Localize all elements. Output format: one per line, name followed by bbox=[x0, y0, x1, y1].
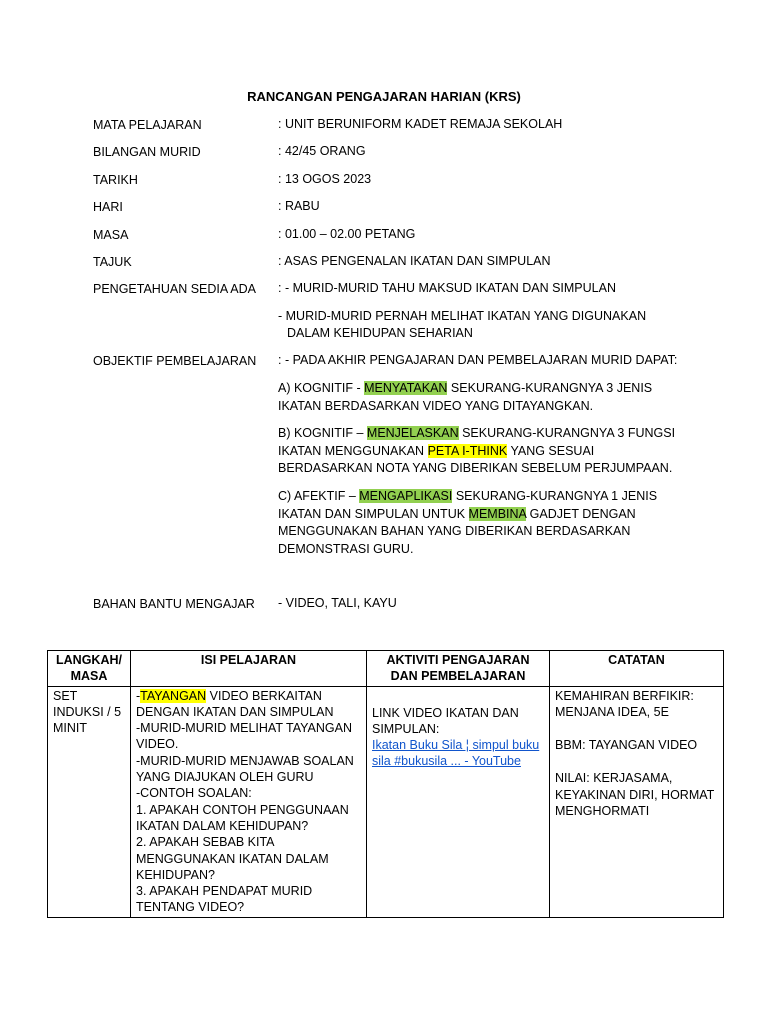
isi-line: 1. APAKAH CONTOH PENGGUNAAN IKATAN DALAM KEHIDUPAN? bbox=[136, 802, 349, 833]
isi-line: -CONTOH SOALAN: bbox=[136, 786, 252, 801]
cell-isi bbox=[131, 686, 367, 917]
label-mata-pelajaran: MATA PELAJARAN bbox=[93, 118, 202, 132]
label-masa: MASA bbox=[93, 228, 129, 242]
objektif-intro: : - PADA AKHIR PENGAJARAN DAN PEMBELAJARAN MURID DAPAT: bbox=[278, 353, 678, 367]
value-mata-pelajaran: : UNIT BERUNIFORM KADET REMAJA SEKOLAH bbox=[278, 117, 563, 131]
value-tajuk: : ASAS PENGENALAN IKATAN DAN SIMPULAN bbox=[278, 254, 551, 268]
youtube-video-link[interactable]: Ikatan Buku Sila ¦ simpul buku sila #bukusila ... - YouTube bbox=[372, 738, 540, 769]
isi-line: 2. APAKAH SEBAB KITA MENGGUNAKAN IKATAN DALAM KEHIDUPAN? bbox=[136, 835, 329, 882]
label-hari: HARI bbox=[93, 200, 123, 214]
highlight-mengaplikasi: MENGAPLIKASI bbox=[359, 489, 453, 503]
value-masa: : 01.00 – 02.00 PETANG bbox=[278, 227, 416, 241]
header-aktiviti: AKTIVITI PENGAJARAN DAN PEMBELAJARAN bbox=[367, 651, 550, 687]
objektif-b: B) KOGNITIF – MENJELASKAN SEKURANG-KURANGNYA 3 FUNGSI IKATAN MENGGUNAKAN PETA I-THINK YANG SESUAI BERDASARKAN NOTA YANG DIBERIKAN SEBELUM PERJUMPAAN. bbox=[278, 426, 676, 475]
catatan-nilai: NILAI: KERJASAMA, KEYAKINAN DIRI, HORMAT MENGHORMATI bbox=[555, 771, 715, 819]
cell-langkah: SET INDUKSI / 5 MINIT bbox=[48, 686, 131, 917]
catatan-bbm: BBM: TAYANGAN VIDEO bbox=[555, 738, 698, 753]
value-pengetahuan-line2: - MURID-MURID PERNAH MELIHAT IKATAN YANG DIGUNAKAN bbox=[278, 309, 647, 323]
header-langkah: LANGKAH/ MASA bbox=[48, 651, 131, 687]
highlight-tayangan: TAYANGAN bbox=[140, 688, 207, 703]
value-hari: : RABU bbox=[278, 199, 320, 213]
isi-line: 3. APAKAH PENDAPAT MURID TENTANG VIDEO? bbox=[136, 884, 313, 915]
document-title: RANCANGAN PENGAJARAN HARIAN (KRS) bbox=[247, 89, 521, 104]
table-row bbox=[48, 686, 724, 917]
label-objektif-pembelajaran: OBJEKTIF PEMBELAJARAN bbox=[93, 354, 257, 368]
cell-catatan bbox=[550, 686, 724, 917]
table-header-row bbox=[48, 651, 724, 687]
aktiviti-text: LINK VIDEO IKATAN DAN SIMPULAN: bbox=[372, 705, 519, 736]
lesson-table bbox=[47, 650, 724, 918]
label-tarikh: TARIKH bbox=[93, 173, 138, 187]
value-tarikh: : 13 OGOS 2023 bbox=[278, 172, 372, 186]
objektif-c: C) AFEKTIF – MENGAPLIKASI SEKURANG-KURANGNYA 1 JENIS IKATAN DAN SIMPULAN UNTUK MEMBINA GADJET DENGAN MENGGUNAKAN BAHAN YANG DIBERIKAN BERDASARKAN DEMONSTRASI GURU. bbox=[278, 489, 658, 556]
isi-first-line: -TAYANGAN VIDEO BERKAITAN DENGAN IKATAN DAN SIMPULAN bbox=[136, 688, 334, 719]
isi-line: -MURID-MURID MELIHAT TAYANGAN VIDEO. bbox=[136, 721, 352, 752]
highlight-menjelaskan: MENJELASKAN bbox=[366, 426, 459, 440]
highlight-menyatakan: MENYATAKAN bbox=[364, 381, 448, 395]
label-pengetahuan-sedia-ada: PENGETAHUAN SEDIA ADA bbox=[93, 282, 257, 296]
catatan-kemahiran: KEMAHIRAN BERFIKIR: MENJANA IDEA, 5E bbox=[555, 688, 694, 719]
label-tajuk: TAJUK bbox=[93, 255, 132, 269]
highlight-membina: MEMBINA bbox=[468, 506, 527, 521]
cell-aktiviti bbox=[367, 686, 550, 917]
header-catatan: CATATAN bbox=[550, 651, 724, 687]
value-bahan-bantu-mengajar: - VIDEO, TALI, KAYU bbox=[278, 596, 397, 610]
isi-line: -MURID-MURID MENJAWAB SOALAN YANG DIAJUKAN OLEH GURU bbox=[136, 753, 354, 785]
header-isi: ISI PELAJARAN bbox=[131, 651, 367, 687]
value-pengetahuan-line3: DALAM KEHIDUPAN SEHARIAN bbox=[287, 326, 473, 340]
label-bahan-bantu-mengajar: BAHAN BANTU MENGAJAR bbox=[93, 597, 255, 611]
highlight-peta-i-think: PETA I-THINK bbox=[427, 443, 508, 458]
objektif-a: A) KOGNITIF - MENYATAKAN SEKURANG-KURANGNYA 3 JENIS IKATAN BERDASARKAN VIDEO YANG DITAYANGKAN. bbox=[278, 381, 653, 413]
label-bilangan-murid: BILANGAN MURID bbox=[93, 145, 201, 159]
value-bilangan-murid: : 42/45 ORANG bbox=[278, 144, 366, 158]
value-pengetahuan-line1: : - MURID-MURID TAHU MAKSUD IKATAN DAN SIMPULAN bbox=[278, 281, 616, 295]
